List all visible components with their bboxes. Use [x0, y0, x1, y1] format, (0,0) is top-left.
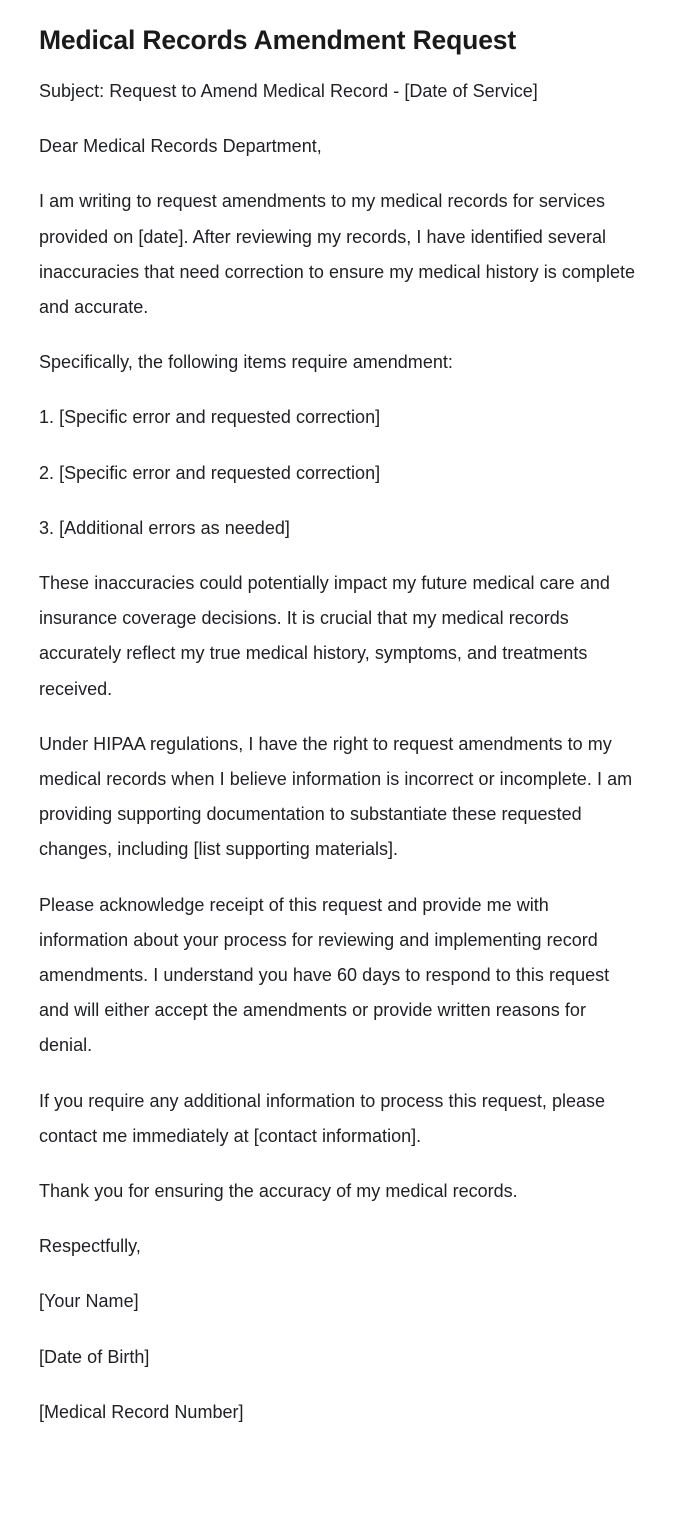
paragraph-items-lead-in: Specifically, the following items require amendment: — [39, 352, 453, 373]
list-item-1: 1. [Specific error and requested correction] — [39, 407, 381, 428]
paragraph-impact-statement: These inaccuracies could potentially impact my future medical care and insurance coverage decisions. It is crucial that my medical records accurately reflect my true medical history, symptoms, and treatments received. — [39, 573, 610, 699]
signature-medical-record-number-placeholder: [Medical Record Number] — [39, 1401, 244, 1422]
paragraph-contact-info: If you require any additional information to process this request, please contact me immediately at [contact information]. — [39, 1090, 606, 1146]
paragraph-hipaa-rights: Under HIPAA regulations, I have the right to request amendments to my medical records when I believe information is incorrect or incomplete. I am providing supporting documentation to substantiate these requested changes, including [list supporting materials]. — [39, 733, 633, 860]
paragraph-closing: Respectfully, — [39, 1236, 141, 1257]
paragraph-salutation: Dear Medical Records Department, — [39, 136, 322, 157]
paragraph-thank-you: Thank you for ensuring the accuracy of my medical records. — [39, 1181, 518, 1202]
page-title: Medical Records Amendment Request — [39, 25, 517, 55]
list-item-2: 2. [Specific error and requested correction] — [39, 462, 381, 483]
paragraph-acknowledgement-request: Please acknowledge receipt of this request and provide me with information about your process for reviewing and implementing record amendments. I understand you have 60 days to respond to this request and will either accept the amendments or provide written reasons for denial. — [39, 894, 610, 1056]
paragraph-subject-line: Subject: Request to Amend Medical Record - [Date of Service] — [39, 81, 538, 101]
paragraph-intro-request: I am writing to request amendments to my medical records for services provided on [date]. After reviewing my records, I have identified several inaccuracies that need correction to ensure my medical history is complete and accurate. — [39, 191, 636, 318]
signature-date-of-birth-placeholder: [Date of Birth] — [39, 1346, 150, 1367]
document-paragraphs — [39, 74, 640, 1430]
signature-name-placeholder: [Your Name] — [39, 1291, 139, 1312]
list-item-3: 3. [Additional errors as needed] — [39, 517, 290, 538]
